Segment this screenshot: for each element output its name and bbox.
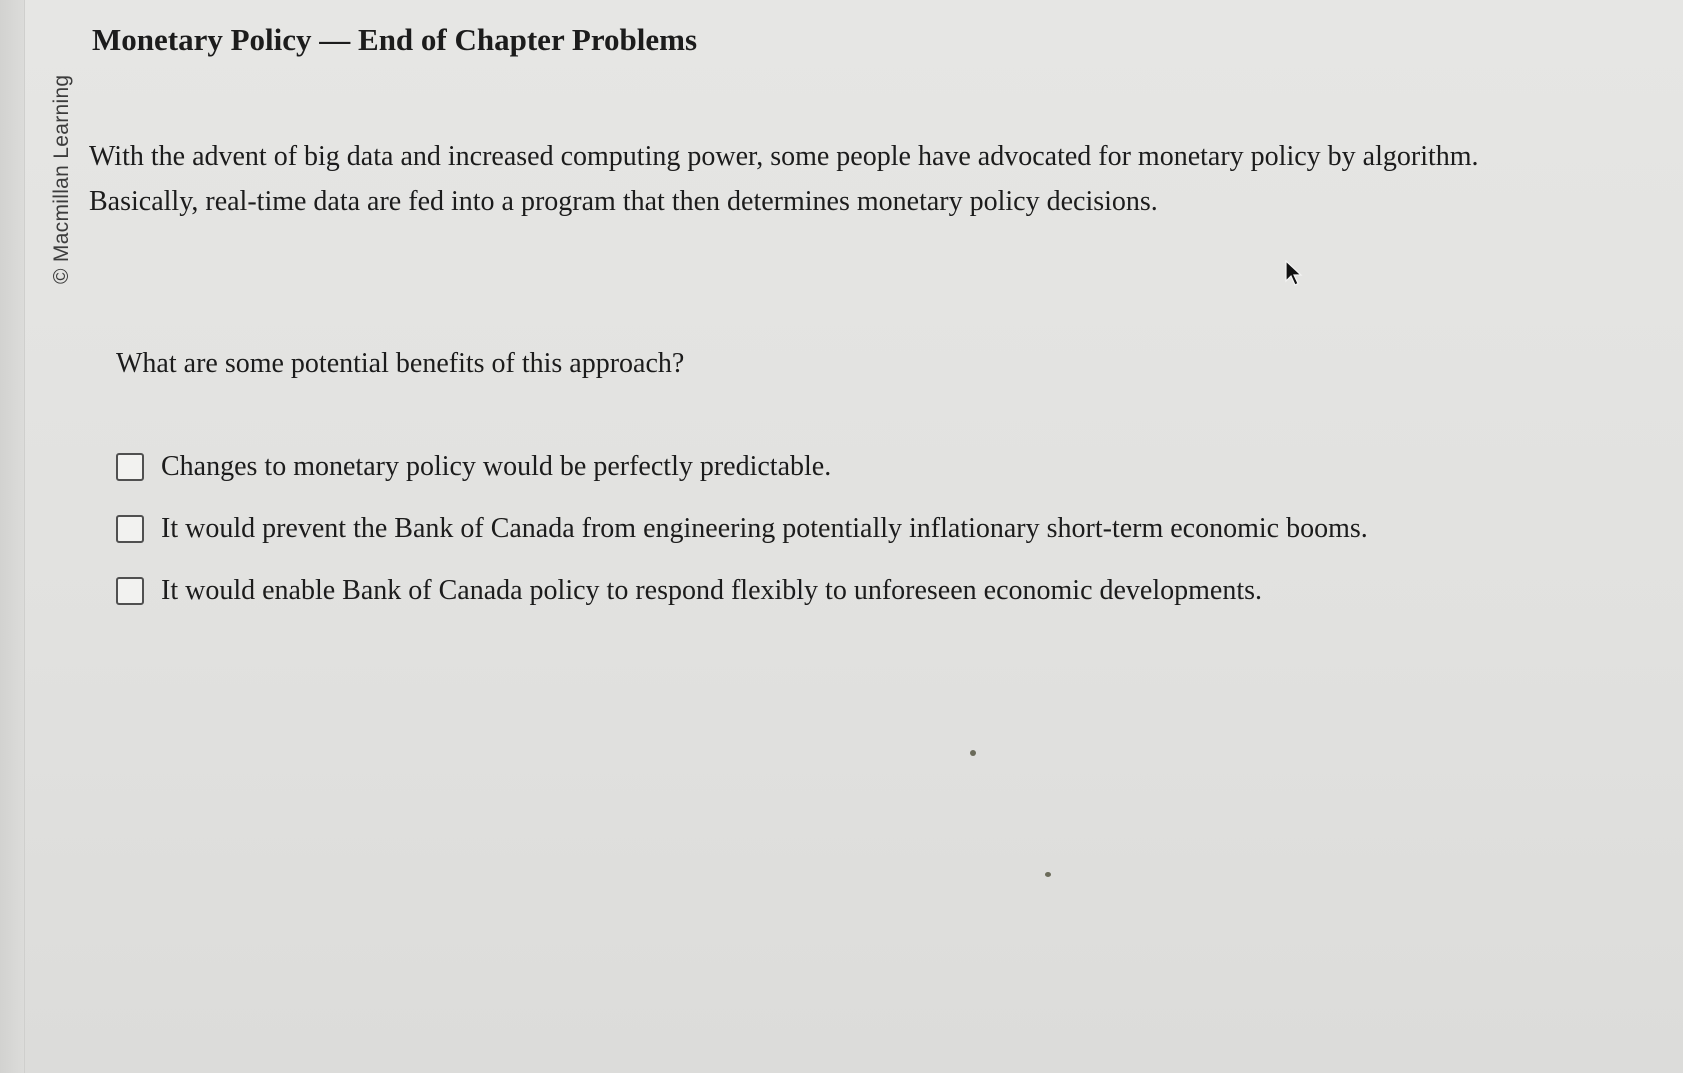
- question-prompt: What are some potential benefits of this approach?: [116, 348, 685, 379]
- screen-dust-speck: [970, 750, 976, 756]
- problem-intro: [89, 134, 1669, 224]
- page-title: Monetary Policy — End of Chapter Problems: [92, 22, 698, 57]
- checkbox-unchecked-icon[interactable]: [116, 577, 144, 605]
- mouse-pointer-icon: [1284, 260, 1304, 288]
- intro-line-2: Basically, real-time data are fed into a program that then determines monetary policy decisions.: [89, 186, 1158, 217]
- answer-option-label: Changes to monetary policy would be perfectly predictable.: [161, 451, 832, 482]
- left-edge-strip: [0, 0, 25, 1073]
- checkbox-unchecked-icon[interactable]: [116, 515, 144, 543]
- screen-dust-speck: [1045, 872, 1051, 877]
- answer-option-label: It would enable Bank of Canada policy to respond flexibly to unforeseen economic developments.: [161, 575, 1263, 606]
- copyright-watermark: © Macmillan Learning: [50, 74, 73, 284]
- answer-option-3[interactable]: [116, 572, 1616, 610]
- answer-option-1[interactable]: [116, 448, 1616, 486]
- answer-option-label: It would prevent the Bank of Canada from engineering potentially inflationary short-term economic booms.: [161, 513, 1368, 544]
- answer-options: [116, 448, 1616, 634]
- intro-line-1: With the advent of big data and increased computing power, some people have advocated for monetary policy by algorithm.: [89, 141, 1479, 172]
- answer-option-2[interactable]: [116, 510, 1616, 548]
- checkbox-unchecked-icon[interactable]: [116, 453, 144, 481]
